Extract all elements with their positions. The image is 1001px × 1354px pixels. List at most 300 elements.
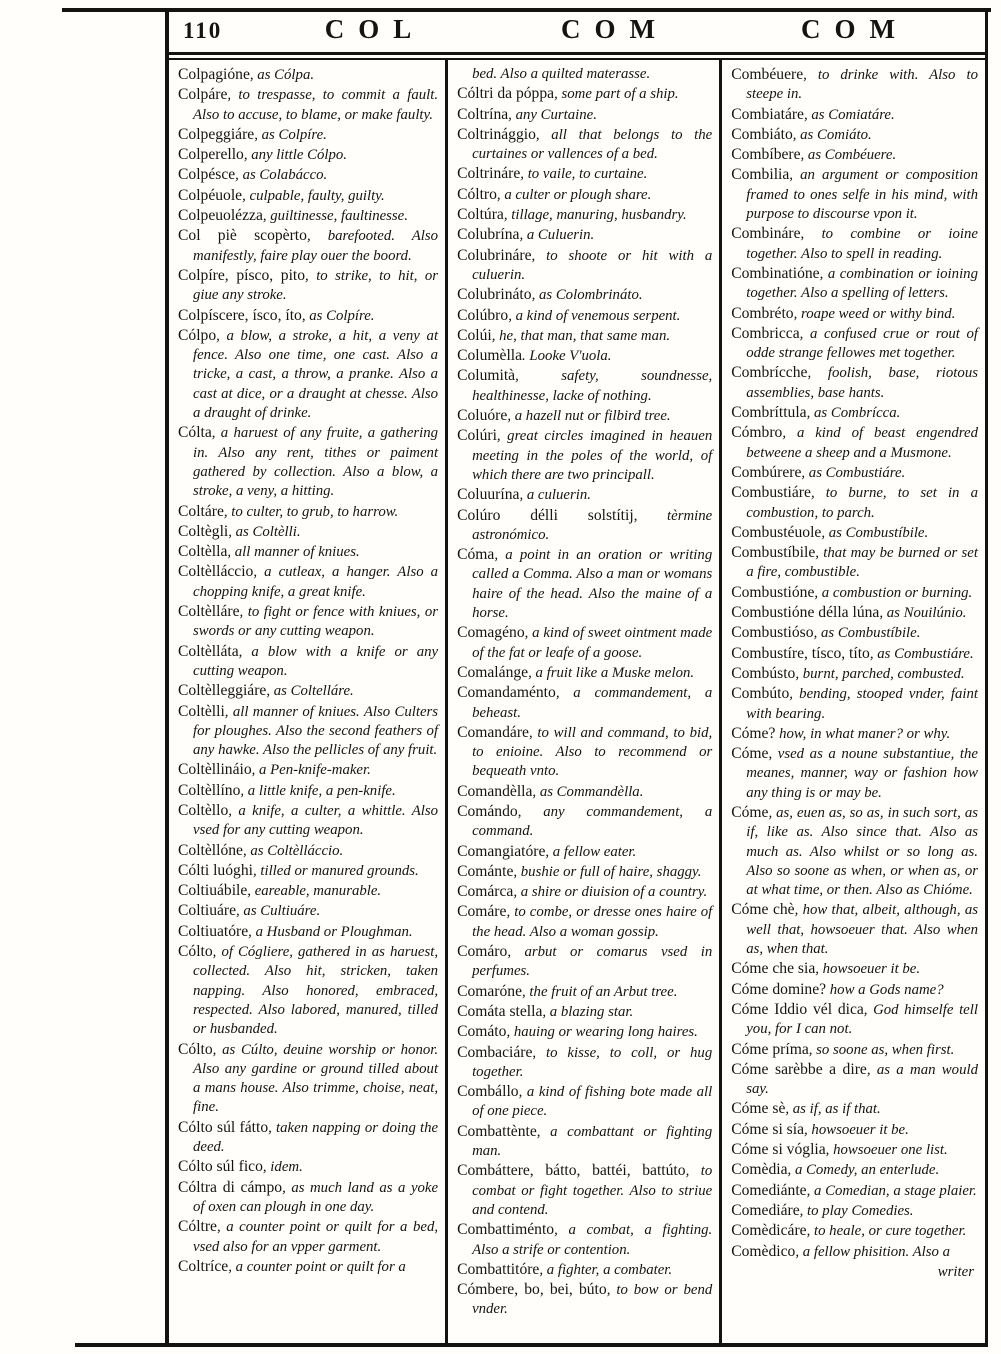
dictionary-entry	[178, 206, 438, 226]
definition: , foolish, base, riotous assemblies, base hants.	[746, 365, 978, 401]
definition: , as Cúlto, deuine worship or honor. Also any gardine or ground tilled about a mans house. Also trimme, choise, neat, fine.	[193, 1041, 439, 1116]
dictionary-entry	[178, 1040, 438, 1118]
headword: Cólta	[178, 424, 212, 442]
headword: Coltúra	[457, 206, 504, 224]
definition: , as Comiatáre.	[803, 106, 895, 123]
dictionary-entry	[178, 326, 438, 423]
definition: , as Combustíbile.	[821, 524, 929, 541]
headword: Combattènte	[457, 1122, 537, 1140]
definition: how, in what maner? or why.	[775, 725, 951, 742]
definition: , to play Comedies.	[799, 1202, 914, 1219]
definition: , a culuerin.	[519, 487, 591, 504]
dictionary-entry	[731, 1000, 978, 1040]
text-columns	[169, 60, 985, 1343]
headword: Comáro	[457, 943, 508, 961]
dictionary-entry	[457, 1280, 712, 1320]
headword: Coltèlláre	[178, 603, 240, 621]
dictionary-entry	[731, 724, 978, 744]
definition: , some part of a ship.	[554, 86, 679, 103]
definition: , a combattant or fighting man.	[472, 1123, 713, 1160]
definition: , that may be burned or set a fire, combustible.	[746, 545, 978, 581]
dictionary-entry	[457, 506, 712, 546]
dictionary-entry	[731, 543, 978, 583]
dictionary-entry	[457, 1161, 712, 1220]
headword: Comagéno	[457, 624, 525, 642]
dictionary-entry	[731, 1201, 978, 1221]
definition: , idem.	[262, 1159, 303, 1176]
headword: Colubrináto	[457, 286, 532, 304]
dictionary-entry	[731, 980, 978, 1000]
dictionary-entry	[731, 583, 978, 603]
definition: , as Cultiuáre.	[236, 903, 321, 920]
definition: , hauing or wearing long haires.	[506, 1024, 698, 1041]
dictionary-entry	[731, 1221, 978, 1241]
headword: Comangiatóre	[457, 842, 546, 860]
headword: Comandáre	[457, 723, 529, 741]
dictionary-entry	[178, 226, 438, 266]
headword: Comáre	[457, 903, 507, 921]
headword: Coltiuatóre	[178, 922, 249, 940]
dictionary-entry	[178, 1157, 438, 1177]
headword: Cólto súl fico	[178, 1158, 263, 1176]
headword: Cóma	[457, 546, 495, 564]
definition: , as Combustíbile.	[813, 625, 921, 642]
definition: , a kind of beast engendred betweene a sheep and a Musmone.	[746, 425, 978, 461]
headword: Colpáre	[178, 86, 228, 104]
dictionary-column-3	[722, 60, 985, 1343]
dictionary-entry	[457, 862, 712, 882]
dictionary-entry	[731, 1120, 978, 1140]
definition: , a counter point or quilt for a bed, vsed also for an vpper garment.	[193, 1219, 439, 1255]
dictionary-entry	[457, 164, 712, 184]
definition: , as, euen as, so as, in such sort, as if, like as. Also since that. Also as much as. Also whilst or so long as. Also so soone as when, or when as, or at what time, or then. Also as Chióme.	[746, 804, 978, 899]
dictionary-entry	[457, 623, 712, 663]
headword: Combustíbile	[731, 544, 816, 562]
definition: , as a man would say.	[746, 1061, 978, 1098]
definition: , a little knife, a pen-knife.	[240, 782, 396, 799]
headword: Cólto súl fátto	[178, 1118, 269, 1136]
dictionary-entry	[457, 105, 712, 125]
headword: Cóme che sia	[731, 960, 816, 978]
headword: Comèdico	[731, 1242, 796, 1260]
definition: , as Colpíre.	[254, 126, 327, 143]
definition: , as much land as a yoke of oxen can plough in one day.	[193, 1179, 439, 1215]
definition: , a point in an oration or writing called a Comma. Also a man or womans haire of the head. Also the maine of a horse.	[472, 547, 713, 622]
headword: Comandaménto	[457, 684, 556, 702]
headword: Cólto	[178, 943, 213, 961]
definition: , as Colpíre.	[301, 307, 375, 324]
definition: , eareable, manurable.	[247, 883, 382, 900]
definition: , as Commandèlla.	[532, 783, 644, 800]
definition: , howsoeuer one list.	[825, 1142, 948, 1159]
headword: Combattiménto	[457, 1221, 555, 1239]
dictionary-entry	[731, 105, 978, 125]
headword: Combricca	[731, 324, 800, 342]
dictionary-entry	[178, 1118, 438, 1158]
dictionary-entry	[731, 125, 978, 145]
dictionary-entry	[178, 542, 438, 562]
headword: Coluurína	[457, 486, 520, 504]
bottom-rule-extension	[75, 1343, 170, 1347]
headword: Combúto	[731, 685, 790, 703]
definition: , to vaile, to curtaine.	[520, 166, 648, 183]
headword: Colúro délli solstítij	[457, 506, 634, 524]
dictionary-entry	[457, 782, 712, 802]
dictionary-entry	[731, 623, 978, 643]
headword: Combríttula	[731, 404, 807, 422]
definition: , as Colabácco.	[235, 167, 328, 184]
definition: , great circles imagined in heauen meeting in the poles of the world, of which there are two principall.	[472, 428, 713, 483]
headword: Combustióne	[731, 583, 815, 601]
definition: , to will and command, to bid, to enioine. Also to recommend or bequeath vnto.	[472, 724, 713, 780]
dictionary-entry	[457, 1043, 712, 1083]
headword: Comèdicáre	[731, 1222, 807, 1240]
headword: Cóltre	[178, 1218, 217, 1236]
definition: , to heale, or cure together.	[806, 1223, 967, 1240]
dictionary-entry	[731, 1181, 978, 1201]
headword: Cóme?	[731, 724, 776, 742]
definition: , taken napping or doing the deed.	[193, 1119, 439, 1156]
definition: , to culter, to grub, to harrow.	[223, 503, 399, 520]
dictionary-entry	[178, 502, 438, 522]
headword: Coltríce	[178, 1257, 229, 1275]
definition: , as Cólpa.	[249, 67, 315, 83]
dictionary-entry	[178, 145, 438, 165]
headword: Cóme si vóglia	[731, 1141, 826, 1159]
definition: , a fighter, a combater.	[539, 1261, 673, 1278]
definition: , to fight or fence with kniues, or swords or any cutting weapon.	[193, 604, 439, 640]
headword: Coltèlli	[178, 702, 225, 720]
definition: , to strike, to hit, or giue any stroke.	[193, 267, 439, 304]
definition: , to combat or fight together. Also to striue and contend.	[472, 1163, 713, 1218]
dictionary-entry	[457, 205, 712, 225]
headword: Cóltro	[457, 185, 497, 203]
dictionary-entry	[178, 423, 438, 501]
definition: , as Combustiáre.	[869, 645, 974, 662]
definition: , a shire or diuision of a country.	[513, 884, 708, 901]
definition: , culpable, faulty, guilty.	[242, 187, 385, 204]
headword: Colubrináre	[457, 246, 532, 264]
headword: Coltrináre	[457, 165, 521, 183]
definition: , tèrmine astronómico.	[472, 507, 713, 543]
definition: , to kisse, to coll, or hug together.	[472, 1044, 713, 1080]
definition: , a hazell nut or filbird tree.	[507, 408, 671, 425]
dictionary-entry	[178, 801, 438, 841]
dictionary-entry	[178, 186, 438, 206]
headword: Colpeuolézza	[178, 207, 263, 225]
dictionary-entry	[457, 1260, 712, 1280]
definition: , arbut or comarus vsed in perfumes.	[472, 944, 713, 980]
definition: , as Colombrináto.	[531, 287, 643, 304]
headword: Coltiuábile	[178, 882, 248, 900]
headword: Cóme	[731, 745, 769, 763]
page-number: 110	[183, 18, 223, 43]
dictionary-entry	[178, 65, 438, 85]
headword: Colpíre, písco, pito	[178, 266, 306, 284]
dictionary-entry	[731, 744, 978, 803]
definition: , any little Cólpo.	[243, 147, 347, 164]
dictionary-entry	[731, 644, 978, 664]
dictionary-entry	[178, 125, 438, 145]
dictionary-entry	[731, 363, 978, 403]
headword: Colpagióne	[178, 66, 250, 83]
headword: Combéuere	[731, 66, 804, 83]
dictionary-entry	[457, 982, 712, 1002]
definition: , as Combéuere.	[800, 147, 897, 164]
dictionary-entry	[731, 264, 978, 304]
headword: Colubrína	[457, 226, 520, 244]
dictionary-entry	[731, 65, 978, 105]
dictionary-entry	[731, 1242, 978, 1262]
dictionary-entry	[178, 1217, 438, 1257]
dictionary-entry	[457, 125, 712, 165]
headword: Comáto	[457, 1023, 507, 1041]
headword: Coluóre	[457, 407, 508, 425]
dictionary-column-2	[448, 60, 722, 1343]
headword: Combáttere, bátto, battéi, battúto	[457, 1162, 686, 1180]
headword: Columità	[457, 367, 516, 385]
dictionary-entry	[457, 84, 712, 104]
dictionary-entry	[178, 942, 438, 1039]
headword: Col piè scopèrto	[178, 227, 307, 245]
headword: Cóme sarèbbe a dire	[731, 1060, 867, 1078]
dictionary-entry	[457, 225, 712, 245]
definition: , a cutleax, a hanger. Also a chopping knife, a great knife.	[193, 564, 439, 600]
dictionary-entry	[457, 545, 712, 623]
definition: , a blazing star.	[542, 1003, 634, 1020]
section-title-com-2: COM	[801, 14, 909, 44]
headword: Combustióso	[731, 624, 814, 642]
headword: Comárca	[457, 883, 514, 901]
dictionary-entry	[731, 463, 978, 483]
dictionary-entry	[178, 562, 438, 602]
definition: how a Gods name?	[826, 981, 944, 998]
headword: Colpéuole	[178, 186, 243, 204]
definition: , to burne, to set in a combustion, to parch.	[746, 485, 978, 521]
headword: Cólto	[178, 1040, 213, 1058]
definition: , a fruit like a Muske melon.	[528, 664, 695, 681]
dictionary-entry	[731, 803, 978, 900]
dictionary-entry	[457, 1122, 712, 1162]
headword: Coltèllóne	[178, 841, 243, 859]
definition: , a culter or plough share.	[496, 186, 652, 203]
dictionary-entry	[457, 346, 712, 366]
definition: , the fruit of an Arbut tree.	[522, 983, 678, 1000]
definition: , of Cógliere, gathered in as haruest, collected. Also hit, stricken, taken napping. Also honored, embraced, respected. Also labored, manured, tilled or husbanded.	[193, 944, 439, 1038]
headword: Cómbro	[731, 424, 783, 442]
dictionary-entry	[457, 326, 712, 346]
headword: Combustíre, tísco, títo	[731, 644, 870, 662]
dictionary-entry	[457, 683, 712, 723]
headword: Cóltra di cámpo	[178, 1178, 283, 1196]
headword: Cóme si sía	[731, 1120, 805, 1138]
headword: Combustiáre	[731, 484, 811, 502]
dictionary-entry	[731, 403, 978, 423]
headword: Colúri	[457, 427, 497, 445]
dictionary-entry	[457, 802, 712, 842]
headword: Combúrere	[731, 463, 802, 481]
dictionary-entry	[178, 841, 438, 861]
definition: , a confused crue or rout of odde strange fellowes met together.	[746, 325, 978, 362]
definition: , a Comedian, a stage plaier.	[806, 1182, 977, 1199]
headword: Comèdia	[731, 1161, 788, 1179]
headword: Coltèlláccio	[178, 563, 254, 581]
running-header	[169, 10, 985, 52]
dictionary-entry	[731, 603, 978, 623]
dictionary-entry	[731, 1140, 978, 1160]
dictionary-entry	[731, 959, 978, 979]
section-title-col: COL	[324, 14, 426, 44]
definition: , burnt, parched, combusted.	[795, 665, 965, 682]
dictionary-entry	[178, 306, 438, 326]
dictionary-entry-continuation	[457, 65, 712, 84]
definition: , a counter point or quilt for a	[228, 1258, 406, 1275]
dictionary-column-1	[169, 60, 448, 1343]
headword: Combíbere	[731, 146, 801, 164]
dictionary-entry	[457, 942, 712, 982]
headword: Coltrinággio	[457, 125, 536, 143]
headword: Combaciáre	[457, 1043, 533, 1061]
dictionary-entry	[731, 145, 978, 165]
definition: , as Coltèlláccio.	[242, 842, 344, 859]
definition: , a Comedy, an enterlude.	[787, 1162, 940, 1179]
section-title-com-1: COM	[561, 14, 669, 44]
headword: Combinatióne	[731, 264, 820, 282]
definition: , a Culuerin.	[519, 227, 595, 244]
definition: , a blow, a stroke, a hit, a veny at fence. Also one time, one cast. Also a tricke, a cast, a throw, a pranke. Also a cast at dice, or a draught at chesse. Also a draught of drinke.	[193, 327, 439, 422]
headword: Combústo	[731, 664, 796, 682]
dictionary-entry	[731, 1040, 978, 1060]
definition: , a kind of venemous serpent.	[508, 307, 681, 324]
dictionary-entry	[178, 522, 438, 542]
dictionary-entry	[457, 285, 712, 305]
dictionary-entry	[731, 224, 978, 264]
definition: , guiltinesse, faultinesse.	[262, 208, 408, 225]
definition: , any Curtaine.	[508, 106, 597, 123]
definition: , a Husband or Ploughman.	[248, 923, 413, 940]
definition: , a fellow phisition. Also a	[795, 1243, 951, 1260]
dictionary-entry	[178, 901, 438, 921]
definition: , a commandement, a beheast.	[472, 685, 713, 721]
definition: , to shoote or hit with a culuerin.	[472, 247, 713, 283]
dictionary-entry	[457, 1002, 712, 1022]
definition: , to trespasse, to commit a fault. Also to accuse, to blame, or make faulty.	[193, 87, 439, 123]
dictionary-entry	[178, 861, 438, 881]
headword: Cománte	[457, 862, 514, 880]
headword: Coltèlláta	[178, 642, 239, 660]
headword: Cóltri da póppa	[457, 85, 555, 103]
headword: Cóme domine?	[731, 980, 827, 998]
definition: , as Comiáto.	[792, 126, 872, 143]
definition: , a combination or ioining together. Also a spelling of letters.	[746, 265, 978, 302]
headword: Cómbere, bo, bei, búto	[457, 1281, 607, 1299]
dictionary-entry	[178, 760, 438, 780]
headword: Combiáto	[731, 125, 793, 143]
definition: , to combe, or dresse ones haire of the head. Also a woman gossip.	[472, 904, 713, 940]
dictionary-entry	[178, 165, 438, 185]
headword: Coltèllo	[178, 801, 229, 819]
headword: Coltèllináio	[178, 761, 252, 779]
dictionary-entry	[457, 842, 712, 862]
dictionary-entry	[457, 902, 712, 942]
dictionary-entry	[457, 1220, 712, 1260]
headword: Comandèlla	[457, 782, 533, 800]
headword: Combilia	[731, 166, 790, 184]
headword: Combustióne délla lúna	[731, 604, 880, 622]
definition: , a combat, a fighting. Also a strife or contention.	[472, 1222, 713, 1258]
headword: Combináre	[731, 225, 801, 243]
dictionary-entry	[731, 304, 978, 324]
definition: , vsed as a noune substantiue, the meanes, manner, way or fashion how any thing is or may be.	[746, 746, 978, 801]
dictionary-entry	[731, 1099, 978, 1119]
definition: , so soone as, when first.	[808, 1041, 955, 1058]
dictionary-entry	[457, 426, 712, 485]
page-frame	[165, 10, 988, 1347]
headword: Comediáre	[731, 1201, 800, 1219]
definition: . Looke V'uola.	[522, 348, 612, 365]
definition: , as if, as if that.	[785, 1101, 881, 1118]
dictionary-entry	[178, 642, 438, 682]
definition: , as Combrícca.	[806, 405, 901, 422]
dictionary-entry	[457, 723, 712, 782]
headword: Coltègli	[178, 522, 229, 540]
headword: Cóme chè	[731, 901, 795, 919]
definition: , roape weed or withy bind.	[793, 305, 956, 322]
definition: , all manner of kniues. Also Culters for ploughes. Also the second feathers of any hawke. Also the pellicles of any fruit.	[193, 703, 439, 759]
headword: Coltèllíno	[178, 781, 241, 799]
definition: , to combine or ioine together. Also to spell in reading.	[746, 226, 978, 262]
definition: , to bow or bend vnder.	[472, 1282, 713, 1318]
dictionary-entry	[731, 684, 978, 724]
definition: , bending, stooped vnder, faint with bearing.	[746, 686, 978, 722]
headword: Colpésce	[178, 166, 236, 184]
header-sections	[255, 14, 975, 45]
dictionary-entry	[731, 900, 978, 959]
definition: , howsoeuer it be.	[815, 961, 921, 978]
headword: Comalánge	[457, 663, 529, 681]
headword: Combattitóre	[457, 1260, 540, 1278]
dictionary-entry	[178, 85, 438, 125]
headword: Coltáre	[178, 502, 224, 520]
dictionary-entry	[178, 602, 438, 642]
dictionary-entry	[457, 246, 712, 286]
dictionary-entry	[731, 165, 978, 224]
headword: Colperello	[178, 146, 244, 164]
definition: , an argument or composition framed to ones selfe in his mind, with purpose to discourse vpon it.	[746, 167, 978, 223]
headword: Cóme sè	[731, 1100, 786, 1118]
definition: , howsoeuer it be.	[804, 1121, 909, 1138]
definition: , a kind of sweet ointment made of the fat or leafe of a goose.	[472, 625, 713, 661]
definition: , a kind of fishing bote made all of one piece.	[472, 1084, 713, 1120]
definition: , any commandement, a command.	[472, 803, 713, 840]
dictionary-entry	[457, 1082, 712, 1122]
definition: , as Coltèlli.	[228, 523, 301, 540]
definition: , a combustion or burning.	[814, 584, 973, 601]
definition: bed. Also a quilted materasse.	[472, 66, 651, 82]
headword: Colúi	[457, 326, 492, 344]
dictionary-entry	[178, 702, 438, 761]
dictionary-entry	[731, 1160, 978, 1180]
headword: Colpeggiáre	[178, 125, 255, 143]
headword: Cólpo	[178, 326, 217, 344]
definition: , to drinke with. Also to steepe in.	[746, 67, 978, 103]
definition: , as Combustiáre.	[801, 464, 906, 481]
headword: Coltèlla	[178, 543, 228, 561]
definition: , as Coltelláre.	[266, 683, 354, 700]
dictionary-entry	[457, 1022, 712, 1042]
dictionary-entry	[457, 485, 712, 505]
dictionary-entry	[457, 406, 712, 426]
